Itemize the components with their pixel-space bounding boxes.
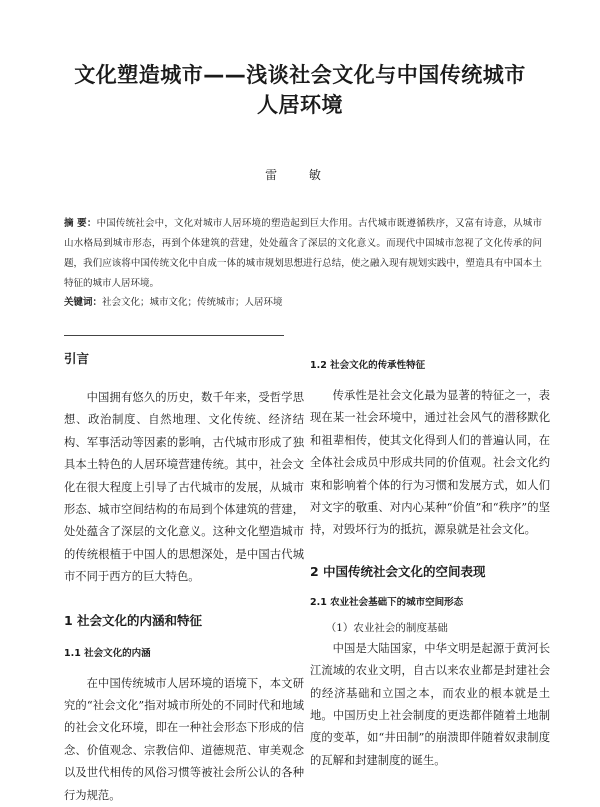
- section-2-1-subheading: （1）农业社会的制度基础: [325, 621, 448, 634]
- author-name: 雷 敏: [265, 168, 335, 182]
- intro-paragraph: 中国拥有悠久的历史，数千年来，受哲学思想、政治制度、自然地理、文化传统、经济结构、军事活动等因素的影响，古代城市形成了独具本土特色的人居环境营建传统。其中，社会文化在很大程度上引导了古代城市的发展，从城市形态、城市空间结构的布局到个体建筑的营建，处处蕴含了深层的文化意义。这种文化塑造城市的传统根植于中国人的思想深处，是中国古代城市不同于西方的巨大特色。: [64, 391, 304, 584]
- keywords-text: 社会文化；城市文化；传统城市；人居环境: [102, 297, 283, 308]
- article-title-line-2: 人居环境: [257, 93, 343, 117]
- section-1-2-heading: 1.2 社会文化的传承性特征: [310, 360, 426, 371]
- divider-left: [64, 335, 284, 336]
- article-title: [40, 60, 560, 120]
- article-title-line-1: 文化塑造城市——浅谈社会文化与中国传统城市: [74, 63, 526, 87]
- section-1-heading: 1 社会文化的内涵和特征: [64, 612, 203, 628]
- intro-heading: 引言: [64, 351, 90, 366]
- keywords: [64, 293, 542, 313]
- left-column: [64, 345, 304, 807]
- section-1-1-paragraph: 在中国传统城市人居环境的语境下，本文研究的“社会文化”指对城市所处的不同时代和地域的社会文化环境，即在一种社会形态下形成的信念、价值观念、宗教信仰、道德规范、审美观念以及世代相传的风俗习惯等被社会所公认的各种行为规范。: [64, 676, 304, 802]
- abstract-text: 中国传统社会中，文化对城市人居环境的塑造起到巨大作用。古代城市既遵循秩序，又富有诗意，从城市山水格局到城市形态，再到个体建筑的营建，处处蕴含了深层的文化意义。而现代中国城市忽视了文化传承的问题，我们应该将中国传统文化中自成一体的城市规划思想进行总结，使之融入现有规划实践中，塑造具有中国本土特征的城市人居环境。: [64, 218, 542, 289]
- abstract-label: 摘 要：: [64, 218, 97, 229]
- right-column: [310, 345, 550, 772]
- abstract: [64, 214, 542, 294]
- section-1-2-paragraph: 传承性是社会文化最为显著的特征之一，表现在某一社会环境中，通过社会风气的潜移默化和祖辈相传，使其文化得到人们的普遍认同，在全体社会成员中形成共同的价值观。社会文化约束和影响着个体的行为习惯和发展方式，如人们对文字的敬重、对内心某种“价值”和“秩序”的坚持，对毁坏行为的抵抗，源泉就是社会文化。: [310, 389, 550, 537]
- section-2-1-paragraph: 中国是大陆国家，中华文明是起源于黄河长江流域的农业文明，自古以来农业都是封建社会的经济基础和立国之本，而农业的根本就是土地。中国历史上社会制度的更迭都伴随着土地制度的变革，如“井田制”的崩溃即伴随着奴隶制度的瓦解和封建制度的诞生。: [310, 641, 550, 767]
- section-2-1-heading: 2.1 农业社会基础下的城市空间形态: [310, 596, 464, 608]
- section-1-1-heading: 1.1 社会文化的内涵: [64, 647, 151, 659]
- section-2-heading: 2 中国传统社会文化的空间表现: [310, 563, 486, 579]
- keywords-label: 关键词：: [64, 297, 103, 308]
